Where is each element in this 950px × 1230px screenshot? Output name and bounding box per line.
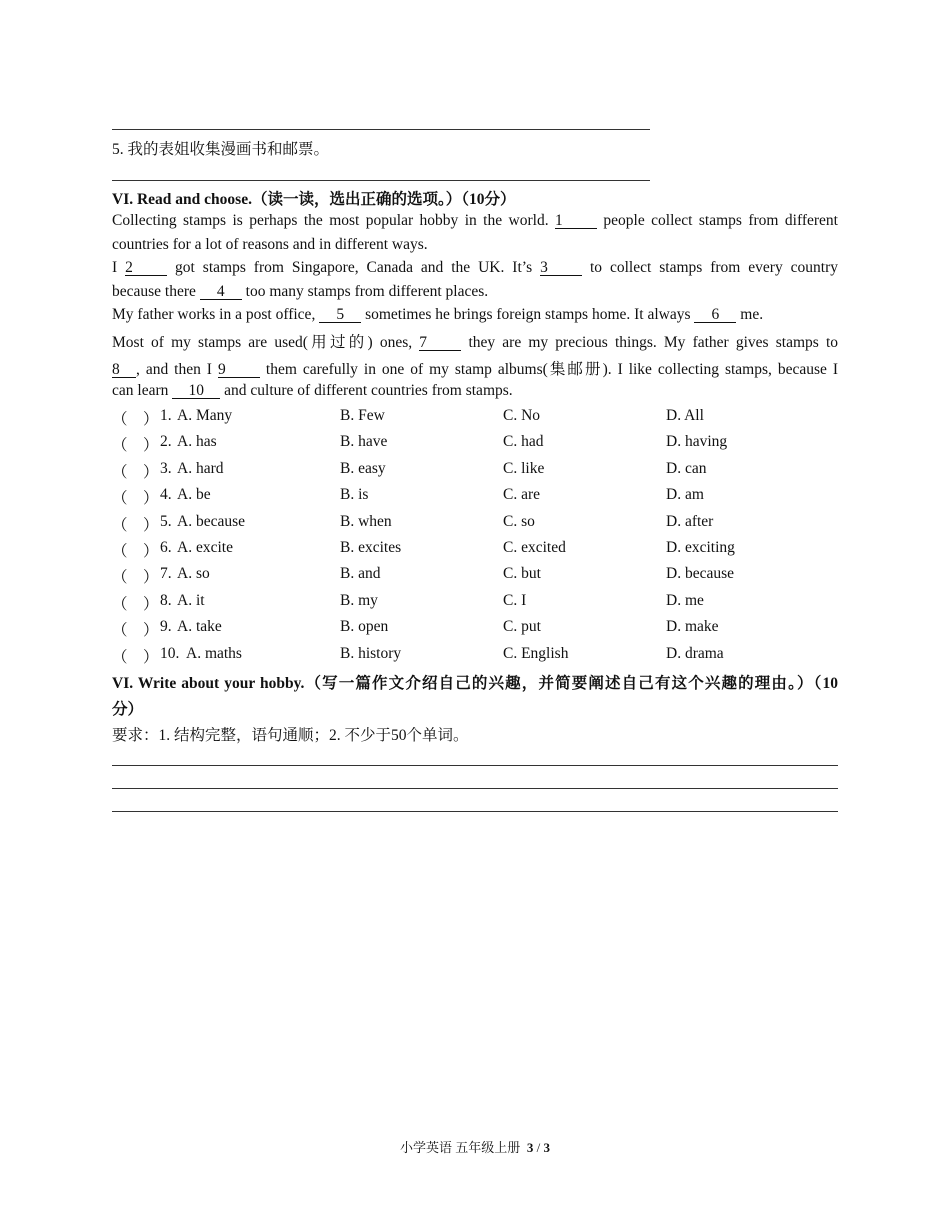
page-number: 3 — [526, 1140, 534, 1155]
question-number: 9. — [160, 618, 172, 636]
page-total: 3 — [543, 1140, 550, 1155]
page-footer: 小学英语 五年级上册 3 / 3 — [400, 1140, 550, 1155]
blank-8: 8 — [112, 362, 136, 378]
blank-5: 5 — [319, 307, 361, 323]
option-d: D. drama — [666, 644, 724, 662]
question-number: 7. — [160, 565, 172, 583]
answer-bracket[interactable]: （ ） — [112, 622, 159, 640]
answer-bracket[interactable]: （ ） — [112, 463, 159, 481]
writing-line[interactable] — [112, 788, 838, 789]
blank-10: 10 — [172, 383, 220, 399]
answer-bracket[interactable]: （ ） — [112, 543, 159, 560]
section-heading-write-cont: 分） — [112, 701, 144, 718]
passage-line: I 2 got stamps from Singapore, Canada and the UK. It’s 3 to collect stamps from every country — [112, 259, 839, 276]
option-d: D. after — [666, 512, 714, 530]
translation-item-5: 5. 我的表姐收集漫画书和邮票。 — [112, 141, 330, 158]
answer-bracket[interactable]: （ ） — [112, 648, 159, 666]
blank-6: 6 — [694, 307, 736, 323]
option-a: A. excite — [177, 539, 233, 556]
option-b: B. have — [340, 433, 388, 451]
option-a: A. so — [177, 565, 210, 583]
option-c: C. excited — [503, 539, 566, 556]
section-heading-write: VI. Write about your hobby.（写一篇作文介绍自己的兴趣，并简要阐述自己有这个兴趣的理由。）（10 — [112, 675, 838, 692]
option-b: B. excites — [340, 539, 402, 556]
option-a: A. be — [177, 486, 211, 504]
option-c: C. I — [503, 591, 527, 609]
option-d: D. can — [666, 459, 707, 477]
option-a: A. because — [177, 512, 245, 530]
blank-9: 9 — [218, 362, 260, 378]
blank-2: 2 — [125, 260, 167, 276]
option-c: C. so — [503, 512, 535, 530]
option-c: C. like — [503, 459, 545, 477]
question-number: 3. — [160, 459, 172, 477]
answer-line — [112, 180, 650, 181]
option-b: B. easy — [340, 459, 386, 477]
option-b: B. history — [340, 644, 402, 662]
option-d: D. All — [666, 407, 704, 424]
option-a: A. maths — [186, 644, 242, 662]
blank-4: 4 — [200, 284, 242, 300]
passage-line: because there 4 too many stamps from different places. — [112, 283, 489, 300]
option-b: B. my — [340, 591, 378, 609]
option-a: A. has — [177, 433, 217, 451]
passage-line: Most of my stamps are used(用过的) ones, 7 they are my precious things. My father gives stamps to — [112, 334, 839, 351]
option-d: D. having — [666, 433, 728, 451]
option-c: C. but — [503, 565, 541, 583]
answer-line — [112, 129, 650, 130]
option-c: C. had — [503, 433, 544, 451]
option-b: B. Few — [340, 407, 385, 424]
option-a: A. it — [177, 591, 205, 609]
passage-line: My father works in a post office, 5 sometimes he brings foreign stamps home. It always 6 me. — [112, 306, 764, 323]
writing-requirement: 要求：1. 结构完整，语句通顺；2. 不少于50个单词。 — [112, 727, 469, 744]
answer-bracket[interactable]: （ ） — [112, 437, 159, 455]
answer-bracket[interactable]: （ ） — [112, 411, 159, 428]
answer-bracket[interactable]: （ ） — [112, 569, 159, 587]
question-number: 6. — [160, 539, 172, 556]
question-number: 1. — [160, 407, 172, 424]
option-c: C. English — [503, 644, 569, 662]
option-d: D. exciting — [666, 539, 735, 556]
passage-line: Collecting stamps is perhaps the most popular hobby in the world. 1 people collect stamps from different — [112, 212, 838, 229]
option-d: D. me — [666, 591, 704, 609]
option-c: C. are — [503, 486, 541, 504]
option-d: D. because — [666, 565, 734, 583]
writing-line[interactable] — [112, 765, 838, 766]
option-a: A. Many — [177, 407, 233, 424]
question-number: 2. — [160, 433, 172, 451]
option-d: D. am — [666, 486, 704, 504]
answer-bracket[interactable]: （ ） — [112, 490, 159, 508]
option-b: B. open — [340, 618, 389, 636]
question-number: 8. — [160, 591, 172, 609]
option-d: D. make — [666, 618, 719, 636]
option-b: B. when — [340, 512, 392, 530]
blank-1: 1 — [555, 213, 597, 229]
option-a: A. take — [177, 618, 222, 636]
section-heading-read-and-choose: VI. Read and choose.（读一读，选出正确的选项。）（10分） — [112, 191, 516, 208]
answer-bracket[interactable]: （ ） — [112, 516, 159, 534]
passage-line: can learn 10 and culture of different countries from stamps. — [112, 382, 513, 399]
option-c: C. No — [503, 407, 541, 424]
question-number: 5. — [160, 512, 172, 530]
blank-7: 7 — [419, 335, 461, 351]
question-number: 4. — [160, 486, 172, 504]
option-a: A. hard — [177, 459, 224, 477]
option-b: B. and — [340, 565, 381, 583]
passage-line: 8 , and then I 9 them carefully in one of my stamp albums(集邮册). I like collecting stamps, because I — [112, 361, 839, 378]
option-c: C. put — [503, 618, 541, 636]
writing-line[interactable] — [112, 811, 838, 812]
blank-3: 3 — [540, 260, 582, 276]
option-b: B. is — [340, 486, 369, 504]
answer-bracket[interactable]: （ ） — [112, 595, 159, 613]
question-number: 10. — [160, 644, 180, 662]
passage-line: countries for a lot of reasons and in different ways. — [112, 236, 428, 253]
